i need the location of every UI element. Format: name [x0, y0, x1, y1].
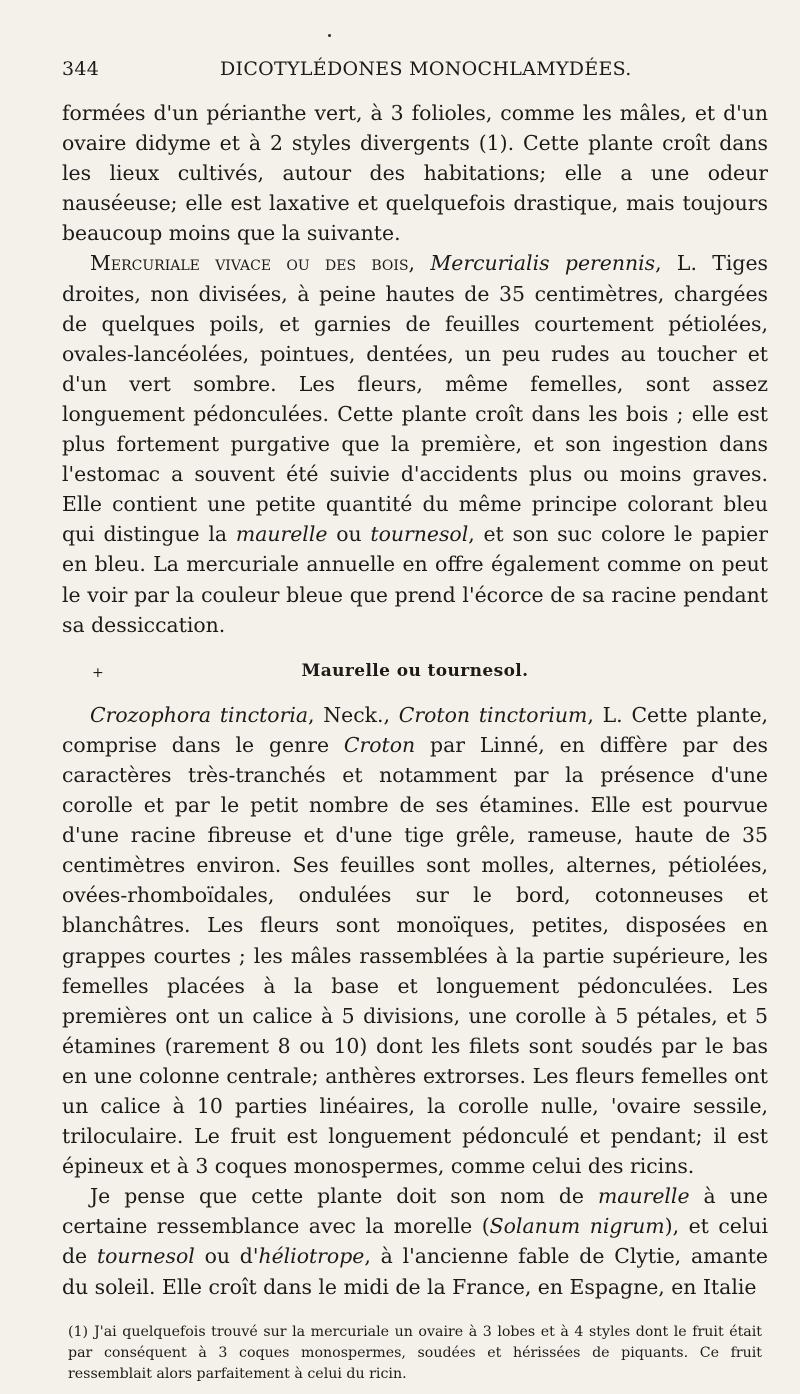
page-number: 344 — [62, 58, 100, 80]
page-speck — [328, 34, 331, 37]
latin-solanum: Solanum nigrum — [489, 1214, 665, 1239]
footnote-text: J'ai quelquefois trouvé sur la mercuriale un ovaire à 3 lobes et à 4 styles dont le fruit était par conséquent à 3 coques monospermes, soudées et hérissées de piquants. Ce fruit ressemblait alors parfaitement à celui du ricin. — [68, 1323, 762, 1382]
paragraph-3-text-c: par Linné, en diffère par des caractères très-tranchés et notamment par la présence d'une corolle et par le petit nombre de ses étamines. Elle est pourvue d'une racine fibreuse et d'une tige grêle, rameuse, haute de 35 centimètres environ. Ses feuilles sont molles, alternes, pétiolées, ovées-rhomboïdales, ondulées sur le bord, cotonneuses et blanchâtres. Les fleurs sont monoïques, petites, disposées en grappes courtes ; les mâles rassemblées à la partie supérieure, les femelles placées à la base et longuement pédonculées. Les premières ont un calice à 5 divisions, une corolle à 5 pétales, et 5 étamines (rarement 8 ou 10) dont les filets sont soudés par le bas en une colonne centrale; anthères extrorses. Les fleurs femelles ont un calice à 10 parties linéaires, la corolle nulle, 'ovaire sessile, triloculaire. Le fruit est longuement pédonculé et pendant; il est épineux et à 3 coques monospermes, comme celui des ricins. — [62, 732, 768, 1179]
paragraph-continuation — [62, 98, 768, 248]
paragraph-4-text-d: ou d' — [204, 1244, 259, 1269]
term-tournesol-2: tournesol — [96, 1244, 195, 1269]
footnote — [62, 1322, 768, 1385]
paragraph-2-text-a: , L. Tiges droites, non divisées, à peine hautes de 35 centimètres, chargées de quelques poils, et garnies de feuilles courtement pétiolées, ovales-lancéolées, pointues, dentées, un peu rudes au toucher et d'un vert sombre. Les fleurs, même femelles, sont assez longuement pédonculées. Cette plante croît dans les bois ; elle est plus fortement purgative que la première, et son ingestion dans l'estomac a souvent été suivie d'accidents plus ou moins graves. Elle contient une petite quantité du même principe colorant bleu qui distingue la — [62, 251, 768, 547]
paragraph-1-text: formées d'un périanthe vert, à 3 folioles, comme les mâles, et d'un ovaire didyme et à 2 styles divergents (1). Cette plante croît dans les lieux cultivés, autour des habitations; elle a une odeur nauséeuse; elle est laxative et quelquefois drastique, mais toujours beaucoup moins que la suivante. — [62, 101, 768, 246]
paragraph-3-text-a: , Neck., — [308, 702, 390, 727]
section-heading — [62, 656, 768, 686]
footnote-marker: (1) — [68, 1323, 89, 1340]
margin-mark: + — [92, 664, 105, 681]
book-page — [62, 58, 768, 1385]
term-maurelle-2: maurelle — [597, 1184, 690, 1209]
latin-name: Mercurialis perennis — [430, 251, 656, 276]
page-header — [62, 58, 768, 98]
section-title: Maurelle ou tournesol. — [301, 660, 529, 681]
paragraph-4-text-c: ), et celui de — [62, 1214, 768, 1269]
term-maurelle: maurelle — [235, 522, 328, 547]
latin-name-croton-tinctorium: Croton tinctorium — [398, 702, 588, 727]
term-tournesol: tournesol — [370, 522, 469, 547]
body-text — [62, 98, 768, 1302]
latin-genus-croton: Croton — [343, 732, 416, 757]
term-heliotrope: héliotrope — [258, 1244, 365, 1269]
paragraph-4-text-b: à une certaine ressemblance avec la morelle ( — [62, 1184, 768, 1239]
paragraph-mercuriale-vivace — [62, 248, 768, 639]
paragraph-4-text-e: , à l'ancienne fable de Clytie, amante du soleil. Elle croît dans le midi de la France, en Espagne, en Italie — [62, 1244, 768, 1299]
paragraph-3-text-b: , L. Cette plante, comprise dans le genre — [62, 702, 769, 757]
paragraph-etymology — [62, 1181, 768, 1301]
latin-name-crozophora: Crozophora tinctoria — [90, 702, 308, 727]
paragraph-2-text-b: ou — [336, 522, 362, 547]
running-title: DICOTYLÉDONES MONOCHLAMYDÉES. — [220, 58, 632, 80]
paragraph-4-text-a: Je pense que cette plante doit son nom de — [90, 1184, 584, 1209]
paragraph-crozophora — [62, 700, 768, 1182]
paragraph-2-text-c: , et son suc colore le papier en bleu. La mercuriale annuelle en offre également comme on peut le voir par la couleur bleue que prend l'écorce de sa racine pendant sa dessiccation. — [62, 522, 768, 637]
species-lead: Mercuriale vivace ou des bois, — [90, 251, 416, 276]
